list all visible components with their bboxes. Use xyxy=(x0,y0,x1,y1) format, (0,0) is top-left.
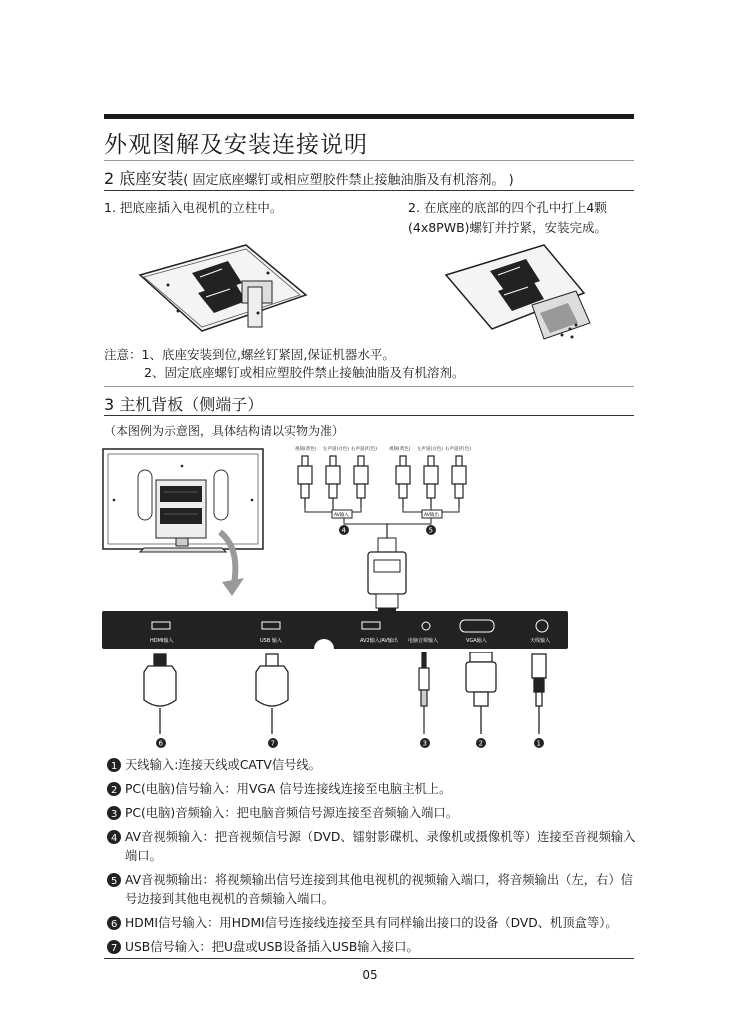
description-item-5 xyxy=(106,871,641,909)
section-3-top-rule xyxy=(104,386,634,387)
cable-marker-7: 7 xyxy=(270,739,275,748)
page-number: 05 xyxy=(362,968,378,982)
description-item-1 xyxy=(106,756,641,775)
caution-line-1: 注意：1、底座安装到位,螺丝钉紧固,保证机器水平。 xyxy=(104,347,395,362)
connector-label-1: 视频(黄色) xyxy=(295,447,317,452)
number-7: 7 xyxy=(111,943,118,954)
step-2-text-line-2: (4x8PWB)螺钉并拧紧，安装完成。 xyxy=(408,220,608,235)
number-6: 6 xyxy=(111,919,118,930)
description-text-2: PC(电脑)信号输入：用VGA 信号连接线连接至电脑主机上。 xyxy=(125,782,452,796)
rca-plug-5 xyxy=(424,456,438,508)
description-text-3: PC(电脑)音频输入：把电脑音频信号源连接至音频输入端口。 xyxy=(125,806,459,820)
number-6-badge xyxy=(106,916,122,930)
section-2-title: 2 底座安装 xyxy=(104,169,184,188)
description-text-5: AV音视频输出：将视频输出信号连接到其他电视机的视频输入端口，将音频输出（左，右）信号边接到其他电视机的音频输入端口。 xyxy=(125,873,633,906)
description-item-4 xyxy=(106,828,641,866)
port-label-usb: USB 输入 xyxy=(260,638,282,644)
number-7-badge xyxy=(106,940,122,954)
number-1-badge xyxy=(106,758,122,772)
section-2-heading xyxy=(104,166,514,189)
description-item-2 xyxy=(106,780,641,799)
page-title: 外观图解及安装连接说明 xyxy=(104,132,368,158)
number-2: 2 xyxy=(111,785,118,796)
rca-plug-3 xyxy=(354,456,368,508)
number-3: 3 xyxy=(111,809,118,820)
section-3-heading: 3 主机背板（侧端子） xyxy=(104,395,264,414)
description-text-1: 天线输入:连接天线或CATV信号线。 xyxy=(125,758,321,772)
section-2-note: ( 固定底座螺钉或相应塑胶件禁止接触油脂及有机溶剂。 ) xyxy=(183,173,514,188)
step-2-text-line-1: 2. 在底座的底部的四个孔中打上4颗 xyxy=(408,200,607,215)
connector-label-5: 左声道(白色) xyxy=(417,447,444,452)
number-5-badge xyxy=(106,873,122,887)
description-text-4: AV音视频输入：把音视频信号源（DVD、镭射影碟机、录像机或摄像机等）连接至音视频输入端口。 xyxy=(125,830,636,863)
number-5: 5 xyxy=(111,876,118,887)
av-in-label: AV输入 xyxy=(334,513,349,518)
description-item-3 xyxy=(106,804,641,823)
cable-marker-1: 1 xyxy=(536,739,541,748)
rca-plug-4 xyxy=(396,456,410,508)
description-text-6: HDMI信号输入：用HDMI信号连接线连接至具有同样输出接口的设备（DVD、机顶盒等）。 xyxy=(125,916,618,930)
usb-cable xyxy=(256,654,288,734)
vga-cable xyxy=(466,652,496,734)
hdmi-cable xyxy=(144,654,176,734)
marker-5-number: 5 xyxy=(428,526,433,535)
tv-rear-view-illustration xyxy=(102,448,282,598)
tv-stand-insert-illustration xyxy=(138,243,308,335)
cables-illustration xyxy=(140,652,560,752)
audio-cable xyxy=(419,652,429,734)
port-label-pc-audio: 电脑音频输入 xyxy=(408,638,439,644)
rca-plug-6 xyxy=(452,456,466,508)
number-3-badge xyxy=(106,806,122,820)
number-4: 4 xyxy=(111,833,118,844)
av-out-label: AV输出 xyxy=(424,513,439,518)
rear-port-panel xyxy=(102,611,568,653)
marker-4-number: 4 xyxy=(341,526,346,535)
antenna-cable xyxy=(532,654,546,734)
cable-marker-3: 3 xyxy=(422,739,427,748)
av-connectors-illustration xyxy=(290,442,490,622)
port-label-hdmi: HDMI输入 xyxy=(150,638,174,644)
connector-label-2: 左声道(白色) xyxy=(323,447,350,452)
title-rule xyxy=(104,160,634,161)
port-label-vga: VGA输入 xyxy=(466,638,487,644)
section-3-rule xyxy=(104,415,634,416)
description-item-7 xyxy=(106,938,641,957)
number-4-badge xyxy=(106,830,122,844)
cable-marker-2: 2 xyxy=(478,739,483,748)
number-2-badge xyxy=(106,782,122,796)
description-item-6 xyxy=(106,914,641,933)
step-1-text: 1. 把底座插入电视机的立柱中。 xyxy=(104,200,283,215)
connector-label-6: 右声道(红色) xyxy=(445,447,472,452)
footer-rule xyxy=(104,958,634,959)
number-1: 1 xyxy=(111,761,118,772)
caution-line-2: 2、固定底座螺钉或相应塑胶件禁止接触油脂及有机溶剂。 xyxy=(144,365,465,380)
connector-label-3: 右声道(红色) xyxy=(351,447,378,452)
cable-marker-6: 6 xyxy=(158,739,163,748)
connection-descriptions xyxy=(106,756,641,962)
rca-plug-2 xyxy=(326,456,340,508)
top-bar xyxy=(104,114,634,119)
rca-plug-1 xyxy=(298,456,312,508)
description-text-7: USB信号输入：把U盘或USB设备插入USB输入接口。 xyxy=(125,940,419,954)
tv-stand-screw-illustration xyxy=(444,243,594,343)
diagram-note: （本图例为示意图，具体结构请以实物为准） xyxy=(104,424,345,438)
port-label-av2: AV2输入/AV输出 xyxy=(360,638,398,644)
connector-label-4: 视频(黄色) xyxy=(389,447,411,452)
port-label-antenna: 天线输入 xyxy=(530,638,551,644)
section-2-rule xyxy=(104,190,634,191)
